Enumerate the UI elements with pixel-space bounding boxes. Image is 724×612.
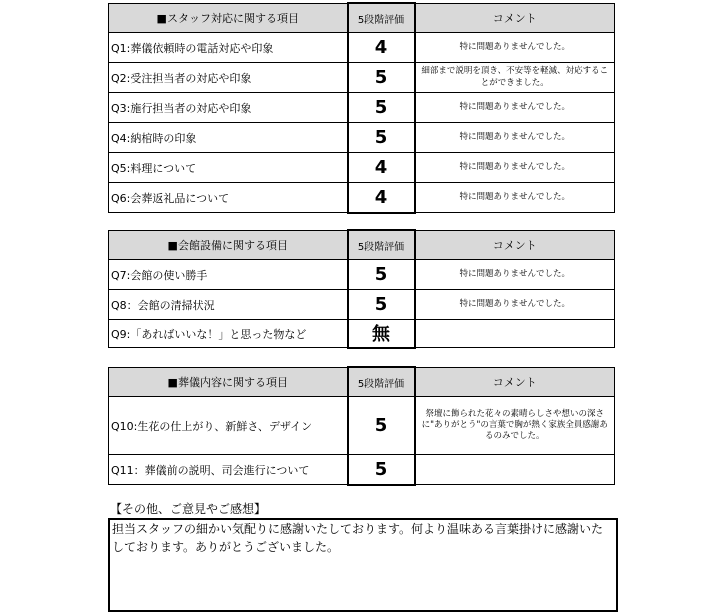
comment-text: 特に問題ありませんでした。: [415, 93, 615, 123]
comment-header: コメント: [415, 230, 615, 260]
rating-value: 5: [348, 93, 415, 123]
question-label: Q7:会館の使い勝手: [109, 260, 348, 290]
question-label: Q9:「あればいいな！」と思った物など: [109, 320, 348, 348]
rating-value: 4: [348, 183, 415, 213]
comment-text: [415, 455, 615, 485]
table-row: [109, 123, 615, 153]
funeral-content-section-table: [108, 366, 615, 486]
question-label: Q6:会葬返礼品について: [109, 183, 348, 213]
comment-text: 細部まで説明を頂き、不安等を軽減、対応することができました。: [415, 63, 615, 93]
comment-header: コメント: [415, 367, 615, 397]
question-label: Q2:受注担当者の対応や印象: [109, 63, 348, 93]
comment-header: コメント: [415, 3, 615, 33]
table-row: [109, 183, 615, 213]
table-row: [109, 260, 615, 290]
comment-text: 特に問題ありませんでした。: [415, 183, 615, 213]
rating-value: 5: [348, 63, 415, 93]
comment-text: [415, 320, 615, 348]
table-row: [109, 320, 615, 348]
table-row: [109, 93, 615, 123]
comment-text: 特に問題ありませんでした。: [415, 153, 615, 183]
rating-value: 無: [348, 320, 415, 348]
comment-text: 祭壇に飾られた花々の素晴らしさや想いの深さに"ありがとう"の言葉で胸が熱く家族全員感謝あるのみでした。: [415, 397, 615, 455]
section-header: ■葬儀内容に関する項目: [109, 367, 348, 397]
rating-value: 5: [348, 290, 415, 320]
table-row: [109, 33, 615, 63]
table-row: [109, 455, 615, 485]
rating-value: 5: [348, 123, 415, 153]
facility-section-header-row: [109, 230, 615, 260]
rating-value: 5: [348, 455, 415, 485]
rating-header: 5段階評価: [348, 367, 415, 397]
question-label: Q10:生花の仕上がり、新鮮さ、デザイン: [109, 397, 348, 455]
rating-value: 4: [348, 153, 415, 183]
funeral-content-section-header-row: [109, 367, 615, 397]
comment-text: 特に問題ありませんでした。: [415, 123, 615, 153]
table-row: [109, 63, 615, 93]
question-label: Q5:料理について: [109, 153, 348, 183]
question-label: Q1:葬儀依頼時の電話対応や印象: [109, 33, 348, 63]
question-label: Q8：会館の清掃状況: [109, 290, 348, 320]
rating-header: 5段階評価: [348, 230, 415, 260]
question-label: Q3:施行担当者の対応や印象: [109, 93, 348, 123]
rating-value: 5: [348, 397, 415, 455]
facility-section-table: [108, 229, 615, 349]
table-row: [109, 290, 615, 320]
table-row: [109, 153, 615, 183]
question-label: Q11：葬儀前の説明、司会進行について: [109, 455, 348, 485]
question-label: Q4:納棺時の印象: [109, 123, 348, 153]
rating-value: 5: [348, 260, 415, 290]
other-feedback-label: 【その他、ご意見やご感想】: [110, 502, 267, 516]
rating-value: 4: [348, 33, 415, 63]
section-header: ■スタッフ対応に関する項目: [109, 3, 348, 33]
comment-text: 特に問題ありませんでした。: [415, 290, 615, 320]
staff-section-table: [108, 2, 615, 214]
other-feedback-box: 担当スタッフの細かい気配りに感謝いたしております。何より温味ある言葉掛けに感謝いたしております。ありがとうございました。: [108, 518, 618, 612]
comment-text: 特に問題ありませんでした。: [415, 33, 615, 63]
comment-text: 特に問題ありませんでした。: [415, 260, 615, 290]
table-row: [109, 397, 615, 455]
section-header: ■会館設備に関する項目: [109, 230, 348, 260]
staff-section-header-row: [109, 3, 615, 33]
rating-header: 5段階評価: [348, 3, 415, 33]
